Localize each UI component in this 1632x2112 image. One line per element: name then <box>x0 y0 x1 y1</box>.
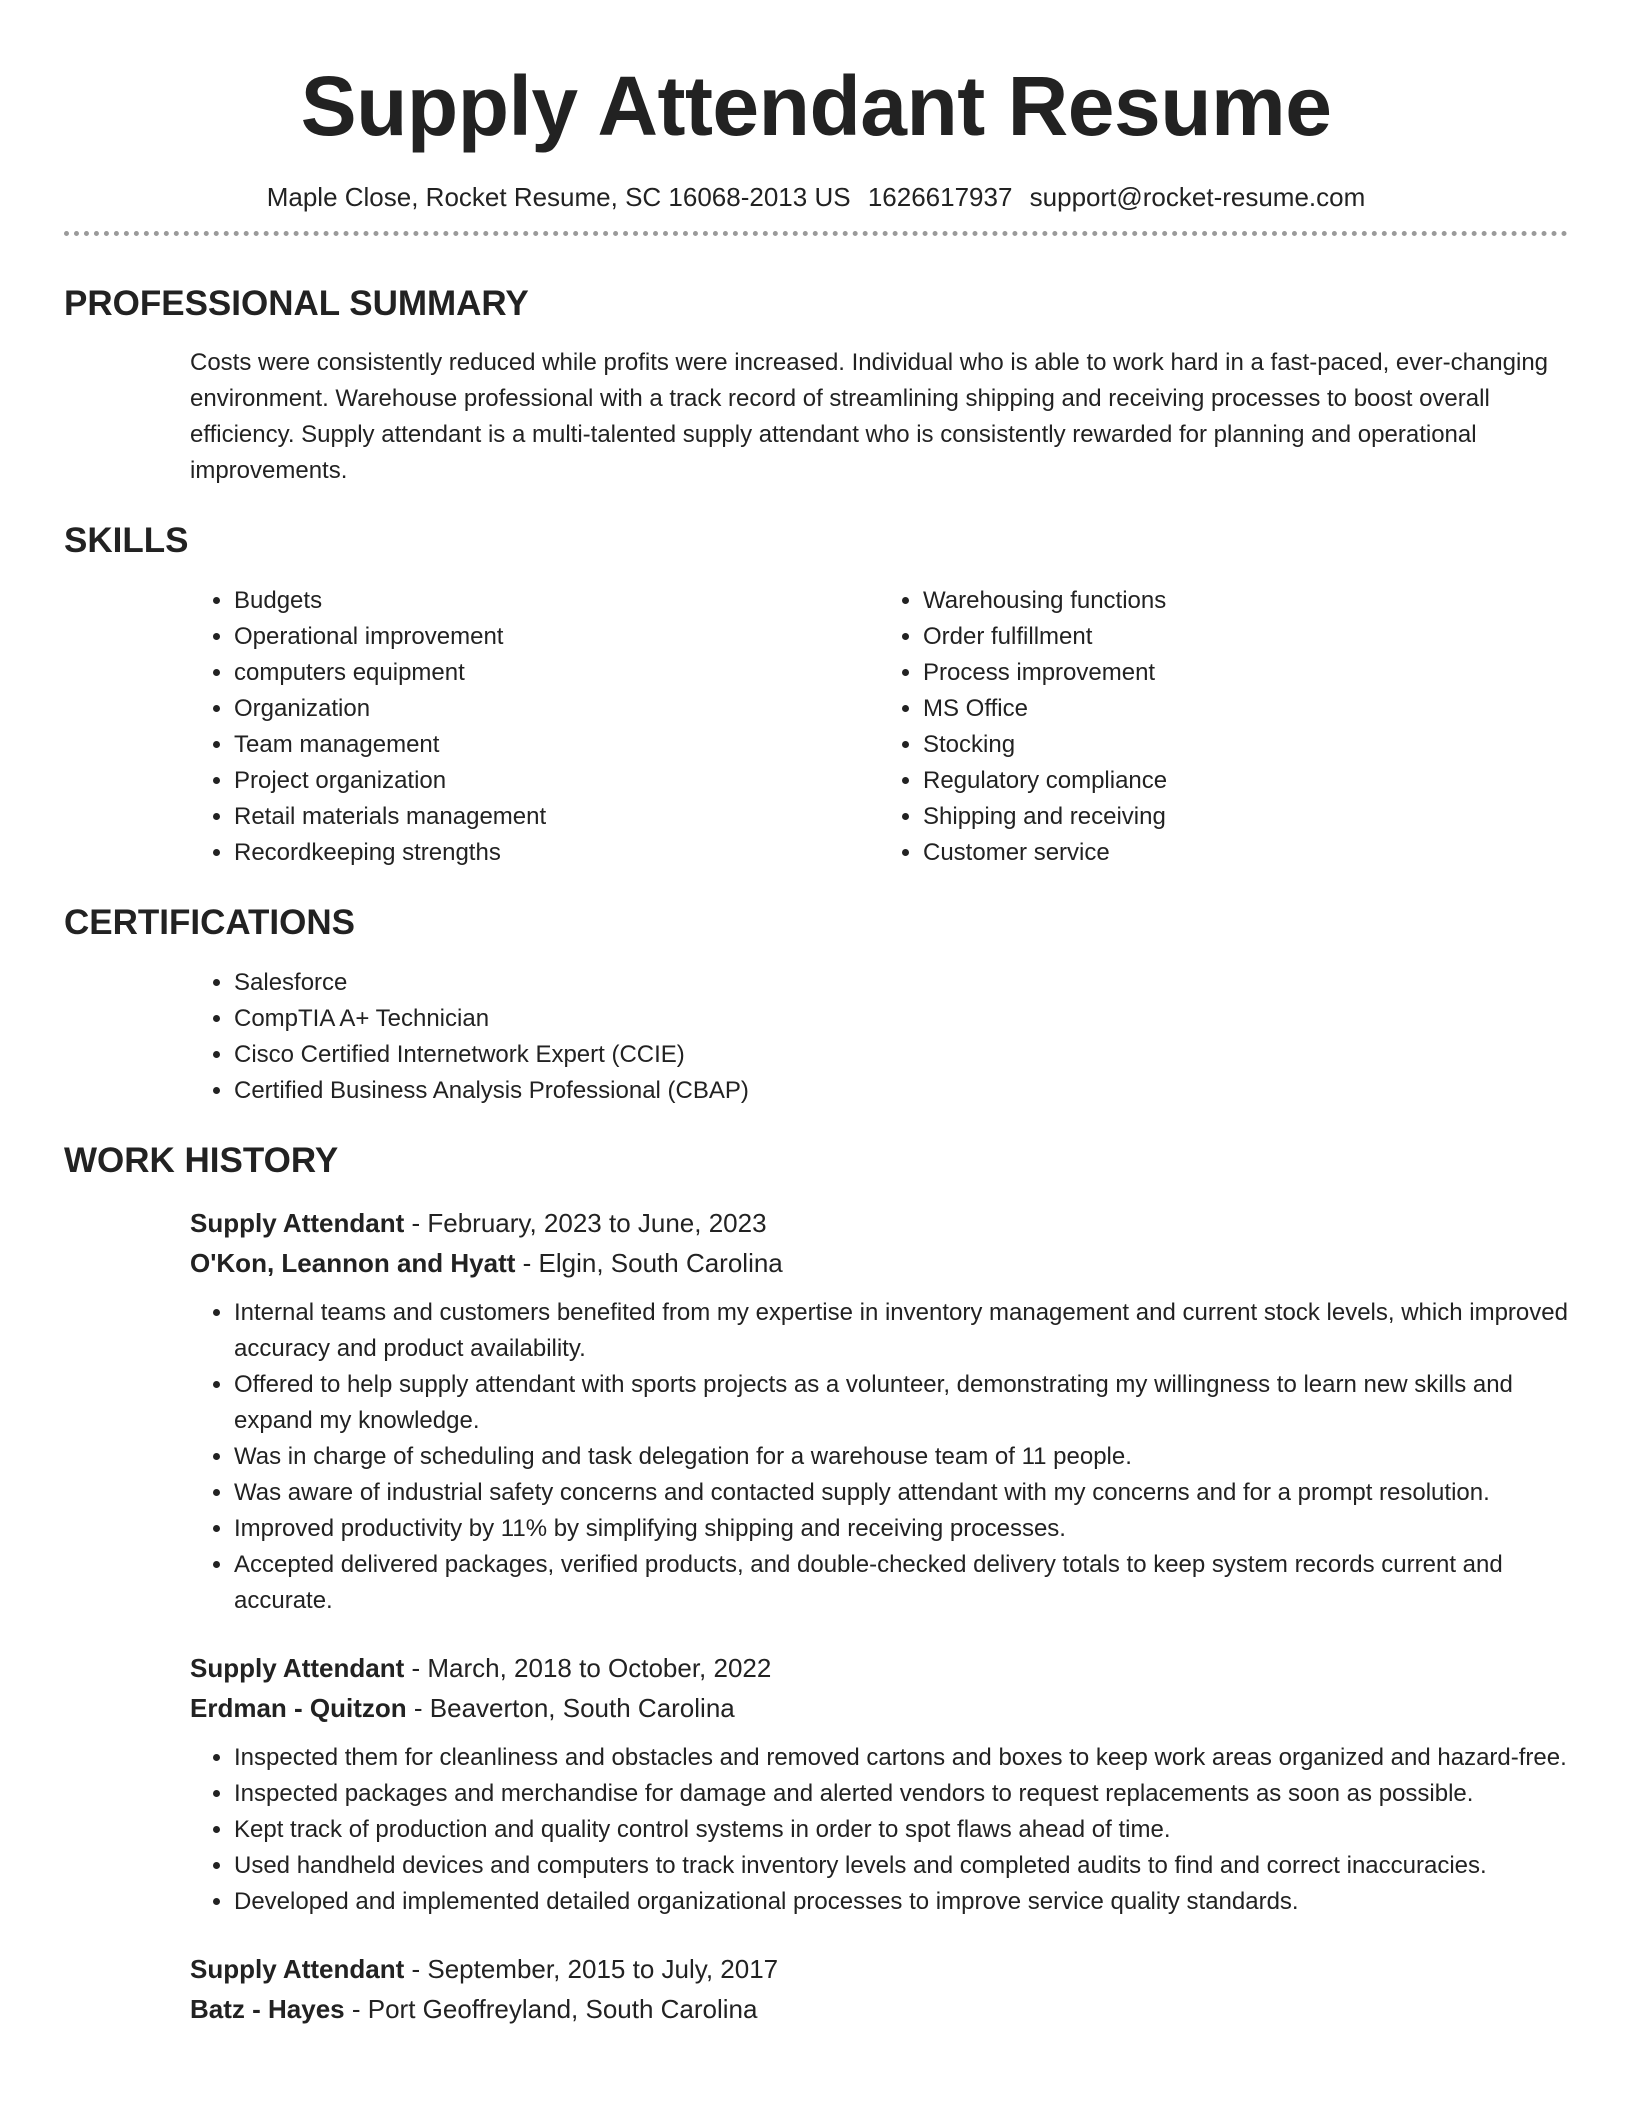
skill-item: • Process improvement <box>923 655 1568 691</box>
job-bullet: • Accepted delivered packages, verified products, and double-checked delivery totals to keep system records current and accurate. <box>234 1547 1568 1619</box>
job-bullet: • Inspected packages and merchandise for damage and alerted vendors to request replacements as soon as possible. <box>234 1776 1568 1812</box>
job-title-line <box>190 1949 1568 1989</box>
certification-item: • Cisco Certified Internetwork Expert (CCIE) <box>234 1037 1568 1073</box>
job-title: Supply Attendant <box>190 1954 405 1984</box>
job-bullet: • Used handheld devices and computers to track inventory levels and completed audits to find and correct inaccuracies. <box>234 1848 1568 1884</box>
job-company: Erdman - Quitzon <box>190 1693 407 1723</box>
header-divider <box>64 231 1568 236</box>
job-dates: - February, 2023 to June, 2023 <box>404 1208 767 1238</box>
contact-address: Maple Close, Rocket Resume, SC 16068-2013 US <box>266 182 851 212</box>
job-entry <box>190 1949 1568 2029</box>
job-title: Supply Attendant <box>190 1208 405 1238</box>
job-bullet: • Offered to help supply attendant with sports projects as a volunteer, demonstrating my willingness to learn new skills and expand my knowledge. <box>234 1367 1568 1439</box>
job-dates: - September, 2015 to July, 2017 <box>404 1954 779 1984</box>
skill-item: • Operational improvement <box>234 619 879 655</box>
certifications-items <box>190 965 1568 1109</box>
skills-list <box>190 583 1568 871</box>
job-title-line <box>190 1648 1568 1688</box>
job-bullet: • Was in charge of scheduling and task delegation for a warehouse team of 11 people. <box>234 1439 1568 1475</box>
skill-item: • Retail materials management <box>234 799 879 835</box>
skills-column-left <box>190 583 879 871</box>
summary-heading: PROFESSIONAL SUMMARY <box>64 284 529 323</box>
work-history-heading: WORK HISTORY <box>64 1141 339 1180</box>
skill-item: • Customer service <box>923 835 1568 871</box>
contact-email: support@rocket-resume.com <box>1029 182 1366 212</box>
job-location: - Beaverton, South Carolina <box>406 1693 735 1723</box>
certifications-list <box>190 965 1568 1109</box>
skill-item: • Organization <box>234 691 879 727</box>
job-location: - Port Geoffreyland, South Carolina <box>344 1994 758 2024</box>
skills-column-right <box>879 583 1568 871</box>
skill-item: • Regulatory compliance <box>923 763 1568 799</box>
job-entry <box>190 1203 1568 1619</box>
skill-item: • Stocking <box>923 727 1568 763</box>
job-title: Supply Attendant <box>190 1653 405 1683</box>
job-bullet: • Kept track of production and quality control systems in order to spot flaws ahead of time. <box>234 1812 1568 1848</box>
skill-item: • Order fulfillment <box>923 619 1568 655</box>
summary-text: Costs were consistently reduced while profits were increased. Individual who is able to work hard in a fast-paced, ever-changing environment. Warehouse professional with a track record of streamlining shipping and receiving processes to boost overall efficiency. Supply attendant is a multi-talented supply attendant who is consistently rewarded for planning and operational improvements. <box>190 349 1549 484</box>
job-bullet: • Was aware of industrial safety concerns and contacted supply attendant with my concerns and for a prompt resolution. <box>234 1475 1568 1511</box>
job-bullets <box>190 1740 1568 1920</box>
resume-page <box>64 0 1568 2029</box>
certification-item: • CompTIA A+ Technician <box>234 1001 1568 1037</box>
job-company-line <box>190 1989 1568 2029</box>
contact-phone: 1626617937 <box>867 182 1013 212</box>
certifications-heading: CERTIFICATIONS <box>64 903 356 942</box>
job-company-line <box>190 1243 1568 1283</box>
job-dates: - March, 2018 to October, 2022 <box>404 1653 772 1683</box>
job-bullet: • Inspected them for cleanliness and obstacles and removed cartons and boxes to keep work areas organized and hazard-free. <box>234 1740 1568 1776</box>
skill-item: • Warehousing functions <box>923 583 1568 619</box>
job-bullet: • Improved productivity by 11% by simplifying shipping and receiving processes. <box>234 1511 1568 1547</box>
skill-item: • Project organization <box>234 763 879 799</box>
job-bullet: • Developed and implemented detailed organizational processes to improve service quality standards. <box>234 1884 1568 1920</box>
job-bullet: • Internal teams and customers benefited from my expertise in inventory management and current stock levels, which improved accuracy and product availability. <box>234 1295 1568 1367</box>
contact-line <box>64 179 1568 215</box>
skill-item: • Budgets <box>234 583 879 619</box>
certification-item: • Salesforce <box>234 965 1568 1001</box>
skill-item: • Team management <box>234 727 879 763</box>
job-company-line <box>190 1688 1568 1728</box>
skills-heading: SKILLS <box>64 521 189 560</box>
job-company: O'Kon, Leannon and Hyatt <box>190 1248 516 1278</box>
skill-item: • computers equipment <box>234 655 879 691</box>
job-company: Batz - Hayes <box>190 1994 345 2024</box>
skill-item: • MS Office <box>923 691 1568 727</box>
job-entry <box>190 1648 1568 1920</box>
job-location: - Elgin, South Carolina <box>515 1248 783 1278</box>
certification-item: • Certified Business Analysis Professional (CBAP) <box>234 1073 1568 1109</box>
skill-item: • Recordkeeping strengths <box>234 835 879 871</box>
skill-item: • Shipping and receiving <box>923 799 1568 835</box>
job-bullets <box>190 1295 1568 1619</box>
job-title-line <box>190 1203 1568 1243</box>
resume-title: Supply Attendant Resume <box>300 59 1332 153</box>
